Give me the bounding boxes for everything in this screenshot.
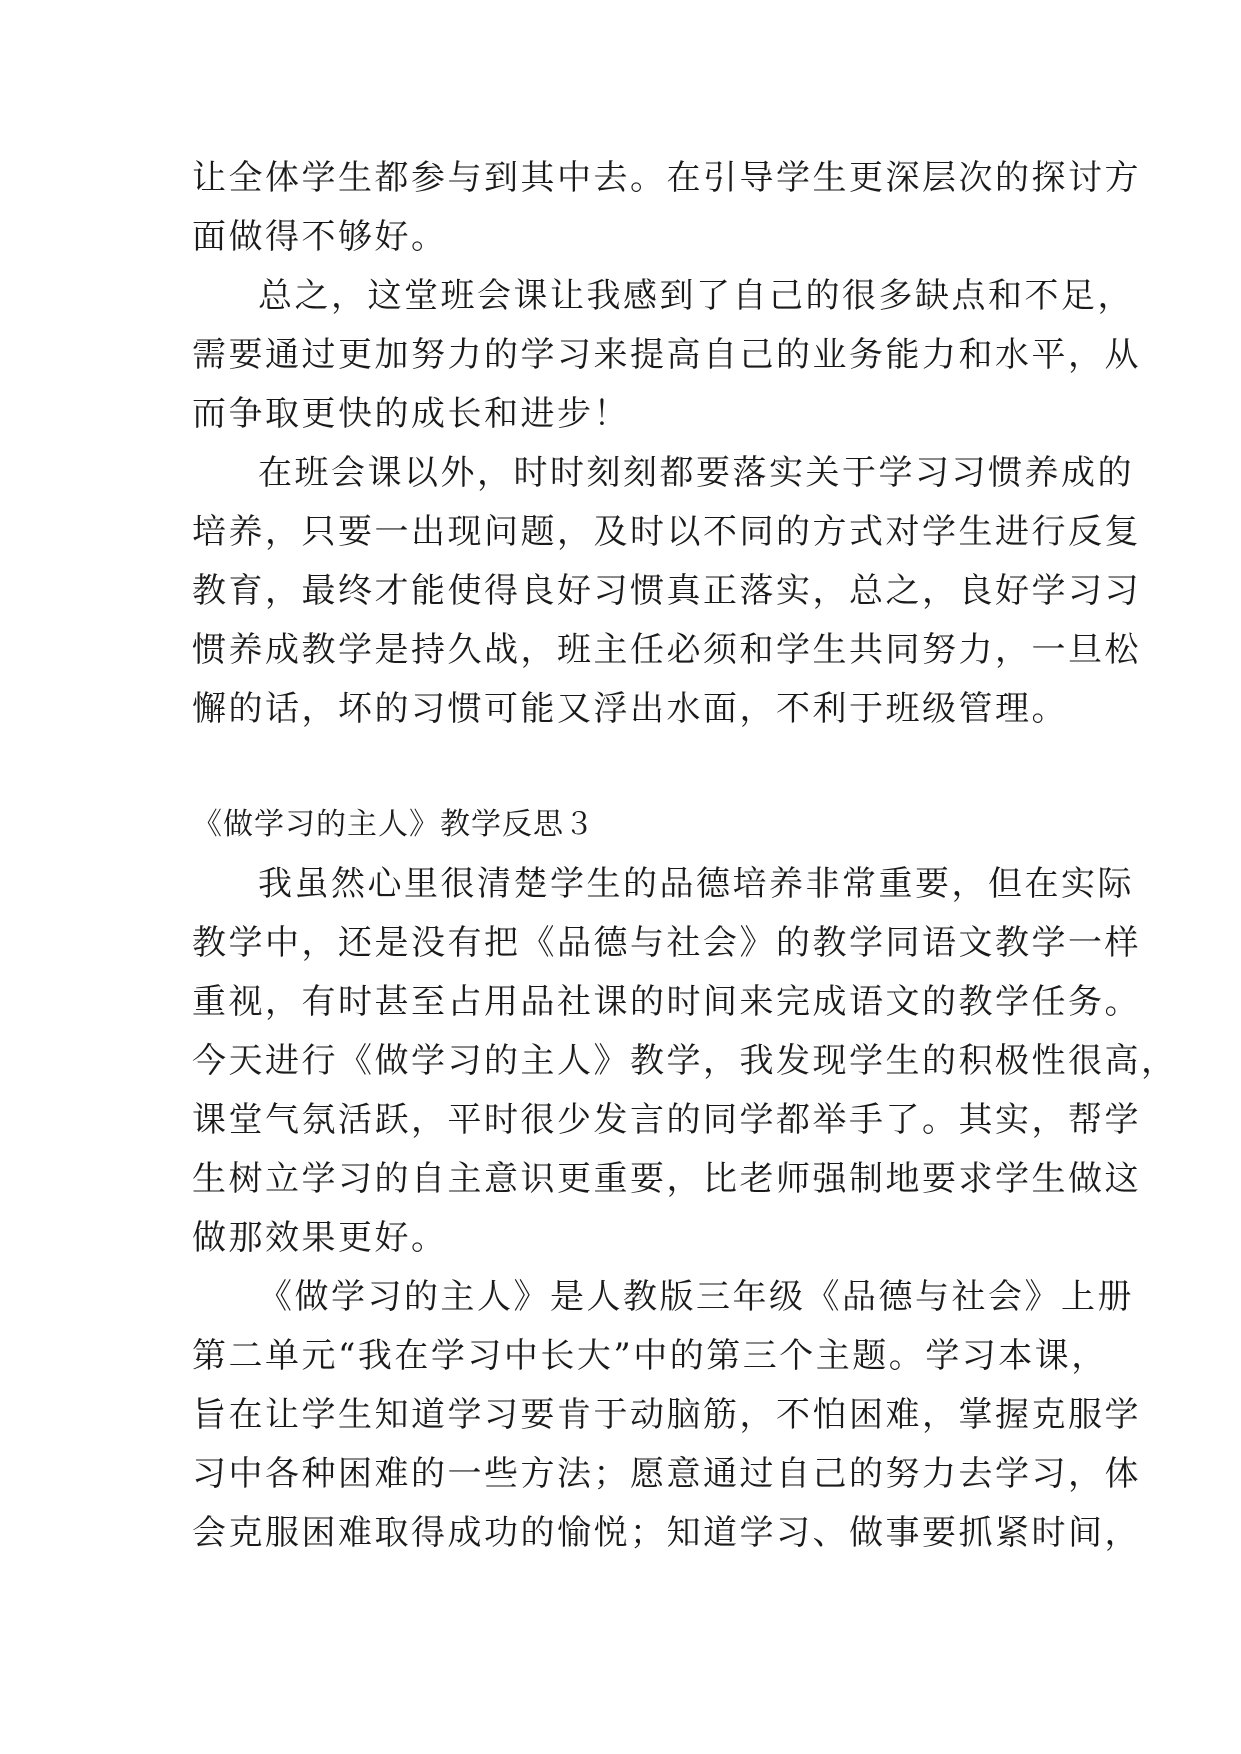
- text-line: 我虽然心里很清楚学生的品德培养非常重要，但在实际: [258, 864, 1134, 904]
- text-line: 《做学习的主人》是人教版三年级《品德与社会》上册: [258, 1277, 1134, 1317]
- text-line: 重视，有时甚至占用品社课的时间来完成语文的教学任务。: [192, 982, 1141, 1022]
- text-line: 旨在让学生知道学习要肯于动脑筋，不怕困难，掌握克服学: [192, 1395, 1141, 1435]
- text-line: 培养，只要一出现问题，及时以不同的方式对学生进行反复: [192, 512, 1141, 552]
- text-line: 会克服困难取得成功的愉悦；知道学习、做事要抓紧时间，: [192, 1513, 1141, 1553]
- section-heading: 《做学习的主人》教学反思３: [192, 807, 595, 842]
- text-line: 而争取更快的成长和进步！: [192, 394, 630, 434]
- text-line: 做那效果更好。: [192, 1218, 448, 1258]
- text-line: 总之，这堂班会课让我感到了自己的很多缺点和不足，: [258, 276, 1134, 316]
- text-line: 面做得不够好。: [192, 217, 448, 257]
- text-line: 习中各种困难的一些方法；愿意通过自己的努力去学习，体: [192, 1454, 1141, 1494]
- text-line: 让全体学生都参与到其中去。在引导学生更深层次的探讨方: [192, 158, 1141, 198]
- text-line: 第二单元“我在学习中长大”中的第三个主题。学习本课，: [192, 1336, 1108, 1376]
- text-line: 生树立学习的自主意识更重要，比老师强制地要求学生做这: [192, 1159, 1141, 1199]
- text-line: 惯养成教学是持久战，班主任必须和学生共同努力，一旦松: [192, 630, 1141, 670]
- text-line: 需要通过更加努力的学习来提高自己的业务能力和水平，从: [192, 335, 1141, 375]
- text-line: 今天进行《做学习的主人》教学，我发现学生的积极性很高，: [192, 1041, 1178, 1081]
- text-line: 课堂气氛活跃，平时很少发言的同学都举手了。其实，帮学: [192, 1100, 1141, 1140]
- text-line: 在班会课以外，时时刻刻都要落实关于学习习惯养成的: [258, 453, 1134, 493]
- text-line: 教学中，还是没有把《品德与社会》的教学同语文教学一样: [192, 923, 1141, 963]
- text-line: 懈的话，坏的习惯可能又浮出水面，不利于班级管理。: [192, 689, 1068, 729]
- text-line: 教育，最终才能使得良好习惯真正落实，总之，良好学习习: [192, 571, 1141, 611]
